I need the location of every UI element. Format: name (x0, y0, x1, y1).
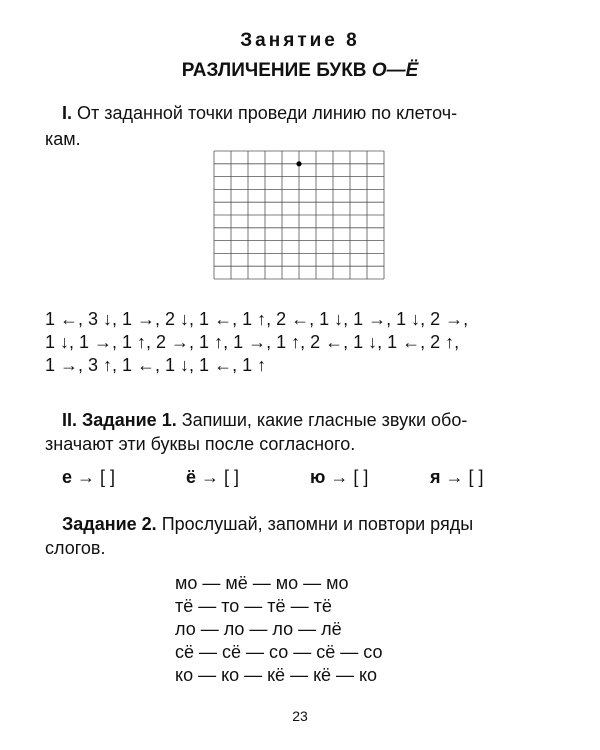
task2-label: Задание 2. (62, 514, 157, 534)
lesson-title: Занятие 8 (240, 30, 360, 51)
vowel-answer-blank[interactable]: → [ ] (440, 467, 484, 487)
vowel-letter: е (62, 467, 73, 487)
section1-number: I. (62, 103, 73, 123)
vowel-item (62, 467, 115, 488)
vowel-answer-blank[interactable]: → [ ] (72, 467, 116, 487)
vowel-letter: я (430, 467, 441, 487)
vowel-item (430, 467, 484, 488)
section1-line1 (62, 102, 457, 125)
sequence-line: 1 →, 3 ↑, 1 ←, 1 ↓, 1 ←, 1 ↑ (45, 355, 267, 375)
direction-sequence (45, 308, 468, 377)
task2-line1 (62, 513, 473, 536)
topic-title (0, 60, 600, 82)
syllable-row: ко — ко — кё — кё — ко (175, 665, 378, 685)
task1-text-line1: Запиши, какие гласные звуки обо- (176, 410, 468, 430)
task1-text-line2: значают эти буквы после согласного. (45, 434, 356, 454)
section1-text-line1: От заданной точки проведи линию по клеточ- (72, 103, 458, 123)
grid-drawing-area[interactable] (213, 150, 385, 285)
vowel-letter: ё (186, 467, 197, 487)
vowel-answer-blank[interactable]: → [ ] (325, 467, 369, 487)
dot-grid[interactable] (213, 150, 385, 280)
vowel-letter: ю (310, 467, 326, 487)
section1-line2: кам. (45, 129, 81, 149)
syllable-row: мо — мё — мо — мо (175, 573, 349, 593)
sequence-line: 1 ↓, 1 →, 1 ↑, 2 →, 1 ↑, 1 →, 1 ↑, 2 ←, 1 ↓, 1 ←, 2 ↑, (45, 332, 460, 352)
syllable-list (175, 572, 382, 687)
syllable-row: сё — сё — со — сё — со (175, 642, 383, 662)
sequence-line: 1 ←, 3 ↓, 1 →, 2 ↓, 1 ←, 1 ↑, 2 ←, 1 ↓, 1 →, 1 ↓, 2 →, (45, 309, 469, 329)
vowel-item (310, 467, 368, 488)
start-dot (296, 161, 301, 166)
topic-title-main: РАЗЛИЧЕНИЕ БУКВ (181, 60, 372, 81)
section2-number: II. (62, 410, 78, 430)
vowel-item (186, 467, 239, 488)
syllable-row: ло — ло — ло — лё (175, 619, 342, 639)
task2-text-line1: Прослушай, запомни и повтори ряды (156, 514, 474, 534)
task1-label: Задание 1. (77, 410, 177, 430)
syllable-row: тё — то — тё — тё (175, 596, 332, 616)
topic-title-letters: О—Ё (371, 60, 419, 81)
vowel-answer-blank[interactable]: → [ ] (196, 467, 240, 487)
page-number: 23 (292, 708, 308, 724)
task2-text-line2: слогов. (45, 538, 106, 558)
section2-task1-line1 (62, 409, 467, 432)
